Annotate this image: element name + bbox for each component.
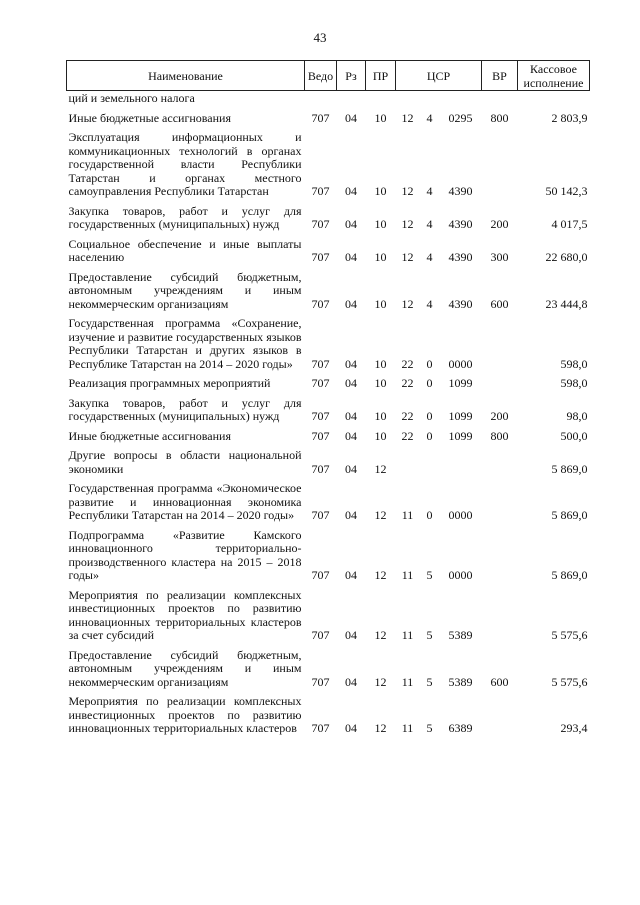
row-pr: 10 [374,409,387,423]
row-vr [482,314,518,374]
table-row [67,314,590,374]
row-name: Эксплуатация информационных и коммуникационных технологий в органах государственной власти Республики Татарстан и органах местного самоуправления Республики Татарстан [68,130,302,198]
row-name: Иные бюджетные ассигнования [68,110,231,125]
row-vr [482,526,518,586]
row-ved: 707 [311,184,330,198]
table-row [67,394,590,427]
row-sum: 598,0 [560,356,588,371]
row-csr-1: 22 [401,428,414,443]
row-pr: 12 [374,628,387,642]
table-row [67,586,590,646]
row-rz: 04 [345,250,357,264]
row-name: Закупка товаров, работ и услуг для государственных (муниципальных) нужд [68,395,302,423]
row-rz: 04 [345,110,357,125]
row-sum: 5 869,0 [551,568,588,582]
row-csr-3: 4390 [448,296,473,311]
row-csr-3 [440,446,482,479]
row-ved: 707 [311,508,330,522]
table-row [67,526,590,586]
row-csr-2: 4 [426,296,433,311]
table-header [67,61,590,91]
row-csr-1: 22 [401,356,414,371]
row-csr-3: 4390 [448,217,473,231]
row-csr-2: 4 [426,184,433,198]
row-vr [482,91,518,109]
row-name: Мероприятия по реализации комплексных инвестиционных проектов по развитию инновационных территориальных кластеров за счет субсидий [68,587,302,642]
row-ved: 707 [311,461,330,476]
row-csr-2 [420,446,440,479]
table-row [67,374,590,394]
row-sum: 293,4 [560,721,588,735]
row-pr: 12 [374,721,387,735]
row-csr-1: 11 [401,508,414,522]
row-csr-3: 1099 [448,376,473,390]
row-rz: 04 [345,461,357,476]
table-row [67,202,590,235]
row-csr-3: 0000 [448,356,473,371]
row-pr: 12 [374,461,387,476]
row-rz: 04 [345,376,357,390]
row-csr-2: 5 [426,674,433,689]
row-csr-3: 0000 [448,568,473,582]
row-pr: 12 [374,674,387,689]
row-csr-1: 11 [401,721,414,735]
row-sum: 50 142,3 [545,184,588,198]
row-csr-1: 12 [401,250,414,264]
row-rz [337,91,366,109]
row-csr-1: 12 [401,184,414,198]
row-sum: 2 803,9 [551,110,588,125]
row-vr [482,446,518,479]
table-row [67,91,590,109]
row-csr-2: 0 [426,409,433,423]
row-pr: 10 [374,250,387,264]
header-csr: ЦСР [396,61,482,91]
row-csr-3: 0000 [448,508,473,522]
row-ved: 707 [311,628,330,642]
row-vr: 800 [490,110,509,125]
row-csr-3: 4390 [448,184,473,198]
row-csr-2: 5 [426,628,433,642]
row-ved: 707 [311,428,330,443]
row-sum: 598,0 [560,376,588,390]
row-sum: 22 680,0 [545,250,588,264]
row-rz: 04 [345,721,357,735]
row-name: Другие вопросы в области национальной экономики [68,448,302,476]
header-rz: Рз [337,61,366,91]
row-rz: 04 [345,674,357,689]
row-sum: 23 444,8 [545,296,588,311]
row-vr: 800 [490,428,509,443]
row-csr-1: 12 [401,296,414,311]
row-csr-1: 11 [401,568,414,582]
table-row [67,646,590,693]
row-name: ций и земельного налога [68,91,195,105]
table-row [67,109,590,129]
row-vr [482,479,518,526]
row-sum [518,91,590,109]
row-sum: 4 017,5 [551,217,588,231]
row-vr: 200 [490,217,509,231]
row-name: Мероприятия по реализации комплексных инвестиционных проектов по развитию инновационных территориальных кластеров [68,694,302,735]
row-pr: 10 [374,356,387,371]
row-csr-2: 0 [426,356,433,371]
row-csr-1: 22 [401,376,414,390]
row-csr-1: 11 [401,628,414,642]
row-csr-2: 4 [426,110,433,125]
row-pr: 10 [374,296,387,311]
row-sum: 5 575,6 [551,674,588,689]
row-rz: 04 [345,428,357,443]
row-rz: 04 [345,184,357,198]
row-ved: 707 [311,376,330,390]
row-csr-2: 0 [426,428,433,443]
row-csr-3: 1099 [448,428,473,443]
row-ved: 707 [311,250,330,264]
row-csr-3: 0295 [448,110,473,125]
table-row [67,479,590,526]
row-csr-3: 5389 [448,674,473,689]
table-row [67,446,590,479]
row-ved: 707 [311,568,330,582]
row-csr-1 [396,91,420,109]
row-csr-3 [440,91,482,109]
row-csr-3: 1099 [448,409,473,423]
header-name: Наименование [67,61,305,91]
row-sum: 500,0 [560,428,588,443]
row-ved: 707 [311,356,330,371]
row-csr-1: 12 [401,217,414,231]
row-vr: 600 [490,674,509,689]
row-csr-1 [396,446,420,479]
row-vr: 300 [490,250,509,264]
row-csr-2: 5 [426,721,433,735]
row-csr-2: 5 [426,568,433,582]
row-sum: 98,0 [566,409,588,423]
row-csr-2: 0 [426,508,433,522]
row-csr-2: 4 [426,217,433,231]
row-name: Предоставление субсидий бюджетным, автономным учреждениям и иным некоммерческим организациям [68,269,302,311]
row-vr: 600 [490,296,509,311]
row-csr-2: 4 [426,250,433,264]
row-vr: 200 [490,409,509,423]
row-ved: 707 [311,217,330,231]
row-csr-2: 0 [426,376,433,390]
budget-table [66,60,590,739]
row-vr [482,692,518,739]
row-sum: 5 869,0 [551,508,588,522]
row-csr-3: 5389 [448,628,473,642]
row-pr: 10 [374,184,387,198]
row-vr [482,374,518,394]
row-rz: 04 [345,508,357,522]
table-row [67,235,590,268]
row-pr: 12 [374,508,387,522]
page-number: 43 [313,30,327,45]
row-rz: 04 [345,568,357,582]
table-row [67,427,590,447]
row-ved: 707 [311,721,330,735]
row-ved: 707 [311,409,330,423]
row-csr-3: 4390 [448,250,473,264]
row-rz: 04 [345,356,357,371]
row-sum: 5 575,6 [551,628,588,642]
row-name: Государственная программа «Сохранение, изучение и развитие государственных языков Республики Татарстан и других языков в Республике Татарстан на 2014 – 2020 годы» [68,316,302,371]
row-vr [482,586,518,646]
row-name: Закупка товаров, работ и услуг для государственных (муниципальных) нужд [68,203,302,231]
header-vr: ВР [482,61,518,91]
row-pr: 10 [374,110,387,125]
row-name: Предоставление субсидий бюджетным, автономным учреждениям и иным некоммерческим организациям [68,647,302,689]
row-rz: 04 [345,217,357,231]
row-name: Реализация программных мероприятий [68,376,271,390]
row-ved [305,91,337,109]
row-pr [366,91,396,109]
row-pr: 10 [374,428,387,443]
row-pr: 10 [374,217,387,231]
row-csr-1: 11 [401,674,414,689]
header-pr: ПР [366,61,396,91]
table-row [67,268,590,315]
row-csr-1: 12 [401,110,414,125]
row-ved: 707 [311,110,330,125]
row-sum: 5 869,0 [551,461,588,476]
row-ved: 707 [311,296,330,311]
row-csr-2 [420,91,440,109]
header-ved: Ведо [305,61,337,91]
row-name: Социальное обеспечение и иные выплаты населению [68,236,302,264]
row-name: Подпрограмма «Развитие Камского инновационного территориально-производственного кластера на 2015 – 2018 годы» [68,527,302,582]
table-row [67,128,590,202]
row-pr: 10 [374,376,387,390]
row-pr: 12 [374,568,387,582]
row-name: Государственная программа «Экономическое развитие и инновационная экономика Республики Татарстан на 2014 – 2020 годы» [68,481,302,522]
row-ved: 707 [311,674,330,689]
row-csr-3: 6389 [448,721,473,735]
row-name: Иные бюджетные ассигнования [68,428,231,443]
row-csr-1: 22 [401,409,414,423]
row-rz: 04 [345,628,357,642]
header-sum: Кассовое исполнение [518,61,590,91]
table-row [67,692,590,739]
row-rz: 04 [345,409,357,423]
row-vr [482,128,518,202]
row-rz: 04 [345,296,357,311]
